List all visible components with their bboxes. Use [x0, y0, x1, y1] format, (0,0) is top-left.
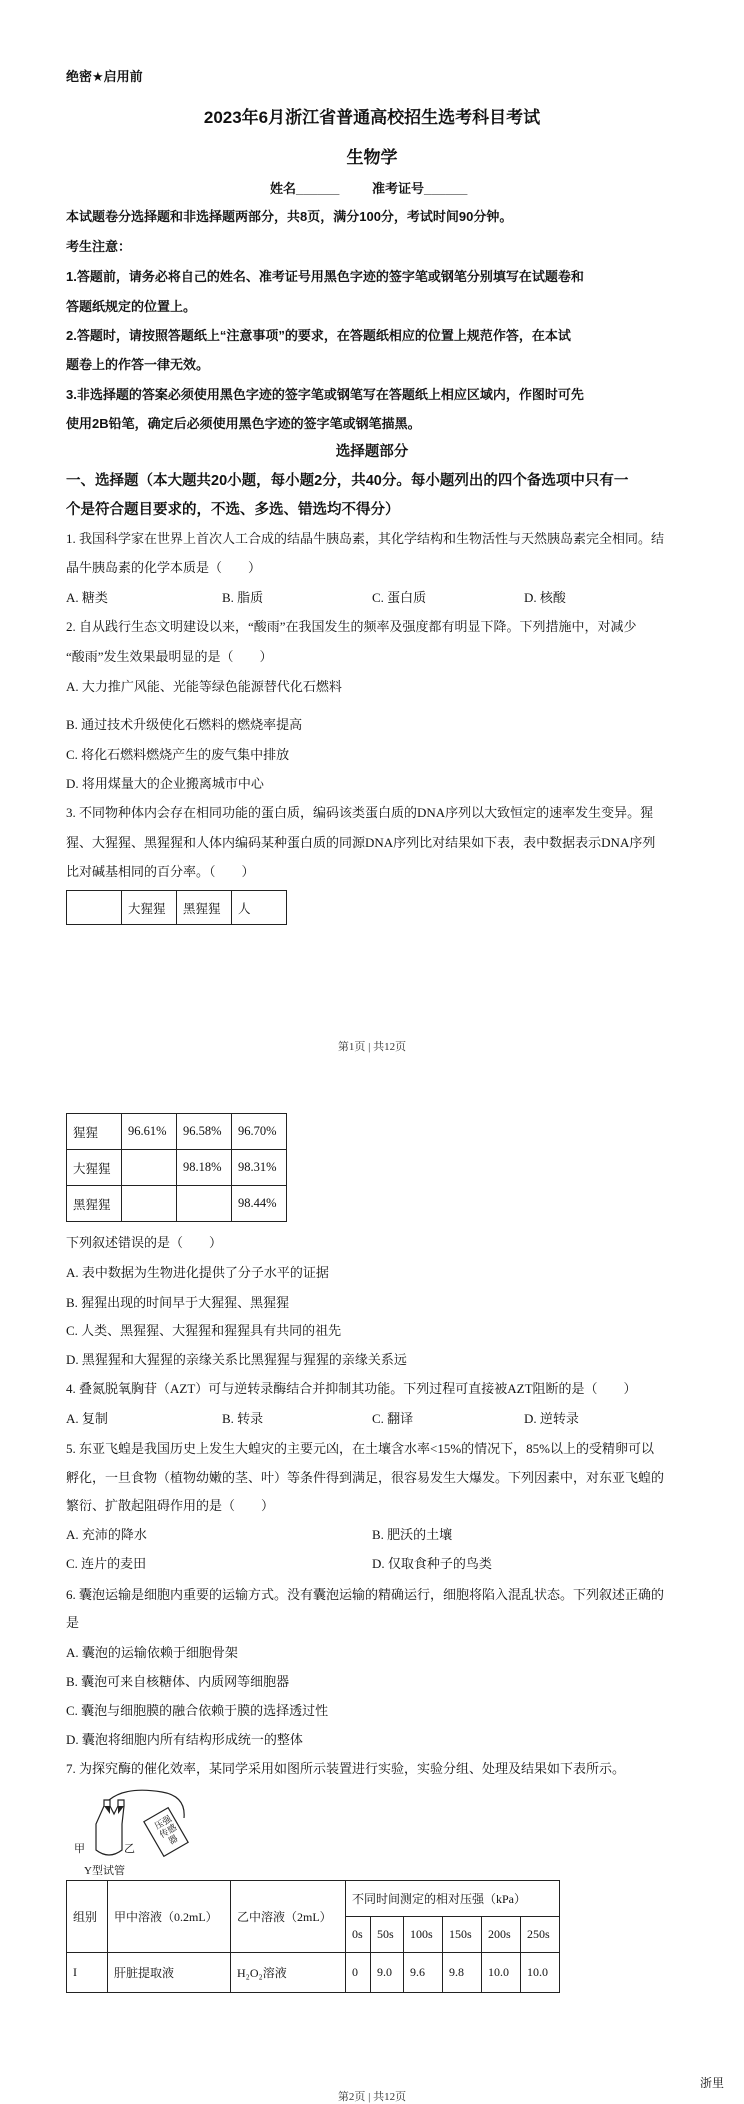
table-cell	[177, 1186, 232, 1222]
table-cell: I	[67, 1953, 108, 1993]
th-jia-solution: 甲中溶液（0.2mL）	[108, 1881, 231, 1953]
table-cell: 9.6	[404, 1953, 443, 1993]
q2-option-d: D. 将用煤量大的企业搬离城市中心	[66, 776, 264, 791]
th-time: 0s	[346, 1917, 371, 1953]
pressure-sensor-label: 压强传感器	[152, 1813, 180, 1847]
table-cell: 肝脏提取液	[108, 1953, 231, 1993]
q3-option-a: A. 表中数据为生物进化提供了分子水平的证据	[66, 1265, 329, 1280]
q2-stem-line-2: “酸雨”发生效果最明显的是（ ）	[66, 649, 273, 664]
th-pressure: 不同时间测定的相对压强（kPa）	[346, 1881, 560, 1917]
section-heading-line-2: 个是符合题目要求的，不选、多选、错选均不得分）	[66, 502, 400, 518]
q3-stem-line-2: 猩、大猩猩、黑猩猩和人体内编码某种蛋白质的同源DNA序列比对结果如下表，表中数据表示DNA序列	[66, 835, 656, 850]
q3-header-cell: 大猩猩	[122, 891, 177, 925]
table-cell: 96.70%	[232, 1114, 287, 1150]
q5-stem-line-3: 繁衍、扩散起阻碍作用的是（ ）	[66, 1498, 275, 1513]
table-cell: 96.58%	[177, 1114, 232, 1150]
page-footer-1: 第1页 | 共12页	[337, 1041, 407, 1053]
q4-option-b: B. 转录	[222, 1411, 264, 1426]
q3-header-cell	[67, 891, 122, 925]
q1-stem-line-2: 晶牛胰岛素的化学本质是（ ）	[66, 560, 262, 575]
q2-option-a: A. 大力推广风能、光能等绿色能源替代化石燃料	[66, 679, 342, 694]
name-field-label: 姓名______	[270, 181, 340, 196]
th-time: 50s	[371, 1917, 404, 1953]
table-cell: 10.0	[482, 1953, 521, 1993]
notice-3-line-1: 3.非选择题的答案必须使用黑色字迹的签字笔或钢笔写在答题纸上相应区域内，作图时可先	[66, 387, 584, 402]
table-cell: 0	[346, 1953, 371, 1993]
table-cell: 96.61%	[122, 1114, 177, 1150]
q3-stem-line-1: 3. 不同物种体内会存在相同功能的蛋白质，编码该类蛋白质的DNA序列以大致恒定的速率发生变异。猩	[66, 805, 654, 820]
q5-option-a: A. 充沛的降水	[66, 1527, 147, 1542]
secret-label: 绝密★启用前	[66, 69, 143, 84]
q1-stem-line-1: 1. 我国科学家在世界上首次人工合成的结晶牛胰岛素，其化学结构和生物活性与天然胰岛素完全相同。结	[66, 531, 665, 546]
q6-option-d: D. 囊泡将细胞内所有结构形成统一的整体	[66, 1732, 303, 1747]
q6-stem-line-1: 6. 囊泡运输是细胞内重要的运输方式。没有囊泡运输的精确运行，细胞将陷入混乱状态。下列叙述正确的	[66, 1587, 665, 1602]
table-cell	[122, 1186, 177, 1222]
table-cell: 98.44%	[232, 1186, 287, 1222]
q6-option-b: B. 囊泡可来自核糖体、内质网等细胞器	[66, 1674, 290, 1689]
tube-jia-label: 甲	[74, 1843, 85, 1855]
q3-table-header	[66, 890, 287, 925]
q7-results-table	[66, 1880, 560, 1993]
q2-option-b: B. 通过技术升级使化石燃料的燃烧率提高	[66, 717, 303, 732]
th-yi-solution: 乙中溶液（2mL）	[231, 1881, 346, 1953]
q3-header-cell: 黑猩猩	[177, 891, 232, 925]
table-cell: 10.0	[521, 1953, 560, 1993]
q6-stem-line-2: 是	[66, 1615, 80, 1630]
notice-1-line-2: 答题纸规定的位置上。	[66, 299, 197, 314]
q3-option-b: B. 猩猩出现的时间早于大猩猩、黑猩猩	[66, 1295, 290, 1310]
q5-stem-line-2: 孵化，一旦食物（植物幼嫩的茎、叶）等条件得到满足，很容易发生大爆发。下列因素中，对东亚飞蝗的	[66, 1470, 665, 1485]
table-cell: 猩猩	[67, 1114, 122, 1150]
q4-option-c: C. 翻译	[372, 1411, 414, 1426]
q4-option-d: D. 逆转录	[524, 1411, 579, 1426]
notice-3-line-2: 使用2B铅笔，确定后必须使用黑色字迹的签字笔或钢笔描黑。	[66, 416, 421, 431]
q1-option-c: C. 蛋白质	[372, 590, 427, 605]
q1-option-a: A. 糖类	[66, 590, 108, 605]
subject-title: 生物学	[346, 148, 398, 167]
q5-stem-line-1: 5. 东亚飞蝗是我国历史上发生大蝗灾的主要元凶，在土壤含水率<15%的情况下，85%以上的受精卵可以	[66, 1441, 654, 1456]
q1-option-b: B. 脂质	[222, 590, 264, 605]
th-time: 100s	[404, 1917, 443, 1953]
id-field-label: 准考证号______	[372, 181, 468, 196]
q3-table-body	[66, 1113, 287, 1222]
exam-title: 2023年6月浙江省普通高校招生选考科目考试	[203, 108, 541, 127]
q3-option-d: D. 黑猩猩和大猩猩的亲缘关系比黑猩猩与猩猩的亲缘关系远	[66, 1352, 407, 1367]
page-footer-2: 第2页 | 共12页	[337, 2091, 407, 2103]
q3-question: 下列叙述错误的是（ ）	[66, 1235, 223, 1250]
q4-option-a: A. 复制	[66, 1411, 108, 1426]
section-heading-line-1: 一、选择题（本大题共20小题，每小题2分，共40分。每小题列出的四个备选项中只有一	[66, 473, 629, 489]
notice-2-line-2: 题卷上的作答一律无效。	[66, 357, 210, 372]
th-time: 150s	[443, 1917, 482, 1953]
q4-stem: 4. 叠氮脱氧胸苷（AZT）可与逆转录酶结合并抑制其功能。下列过程可直接被AZT阻断的是（ ）	[66, 1381, 637, 1396]
q3-option-c: C. 人类、黑猩猩、大猩猩和猩猩具有共同的祖先	[66, 1323, 342, 1338]
table-cell: 98.31%	[232, 1150, 287, 1186]
notice-heading: 考生注意：	[66, 239, 132, 254]
notice-2-line-1: 2.答题时，请按照答题纸上“注意事项”的要求，在答题纸相应的位置上规范作答，在本试	[66, 328, 571, 343]
intro-text: 本试题卷分选择题和非选择题两部分，共8页，满分100分，考试时间90分钟。	[66, 209, 513, 224]
q2-stem-line-1: 2. 自从践行生态文明建设以来，“酸雨”在我国发生的频率及强度都有明显下降。下列措施中，对减少	[66, 619, 637, 634]
th-time: 250s	[521, 1917, 560, 1953]
q5-option-b: B. 肥沃的土壤	[372, 1527, 453, 1542]
q3-stem-line-3: 比对碱基相同的百分率。（ ）	[66, 864, 255, 879]
q2-option-c: C. 将化石燃料燃烧产生的废气集中排放	[66, 747, 290, 762]
q3-header-cell: 人	[232, 891, 287, 925]
q7-stem: 7. 为探究酶的催化效率，某同学采用如图所示装置进行实验，实验分组、处理及结果如下表所示。	[66, 1761, 626, 1776]
table-cell: 9.8	[443, 1953, 482, 1993]
q1-option-d: D. 核酸	[524, 590, 566, 605]
table-cell: 9.0	[371, 1953, 404, 1993]
q5-option-c: C. 连片的麦田	[66, 1556, 147, 1571]
q5-option-d: D. 仅取食种子的鸟类	[372, 1556, 492, 1571]
table-cell: 98.18%	[177, 1150, 232, 1186]
corner-mark: 浙里	[700, 2076, 725, 2090]
table-cell: 大猩猩	[67, 1150, 122, 1186]
tube-yi-label: 乙	[124, 1843, 135, 1855]
y-tube-label: Y型试管	[84, 1865, 125, 1877]
table-cell: 黑猩猩	[67, 1186, 122, 1222]
q6-option-a: A. 囊泡的运输依赖于细胞骨架	[66, 1645, 238, 1660]
th-time: 200s	[482, 1917, 521, 1953]
th-group: 组别	[67, 1881, 108, 1953]
table-cell: H₂O₂溶液	[231, 1953, 346, 1993]
q6-option-c: C. 囊泡与细胞膜的融合依赖于膜的选择透过性	[66, 1703, 329, 1718]
table-cell	[122, 1150, 177, 1186]
notice-1-line-1: 1.答题前，请务必将自己的姓名、准考证号用黑色字迹的签字笔或钢笔分别填写在试题卷和	[66, 269, 584, 284]
part-title: 选择题部分	[335, 444, 409, 460]
